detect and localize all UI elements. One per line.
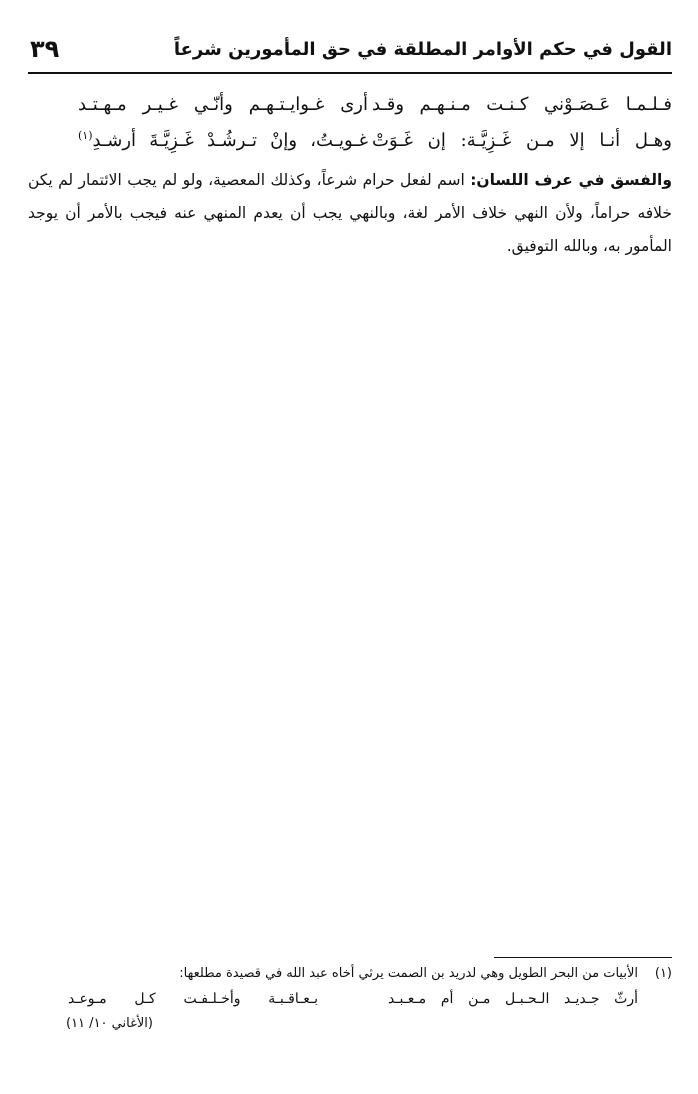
footnote-verse-first: أرثّ جـديـد الـحـبـل مـن أم مـعـبـد (388, 991, 638, 1007)
footnote-line (28, 962, 672, 986)
body-paragraph (28, 164, 672, 263)
footnote-source (28, 1012, 672, 1036)
paragraph-lead: والفسق في عرف اللسان: (470, 171, 672, 189)
footnote-marker: (١) (654, 966, 672, 981)
running-title: القول في حكم الأوامر المطلقة في حق المأمورين شرعاً (173, 39, 672, 60)
running-header (28, 36, 672, 74)
verse-second-hemistich (78, 124, 368, 158)
footnote-verse (28, 986, 672, 1012)
poem-verse (78, 124, 672, 158)
paragraph-body: اسم لفعل حرام شرعاً، وكذلك المعصية، ولو لم يجب الائتمار لم يكن خلافه حراماً، ولأن النهي خلاف الأمر لغة، وبالنهي يجب أن يعدم المنهي عنه فيجب بالأمر أن يوجد المأمور به، وبالله التوفيق. (28, 171, 672, 255)
verse-second-text: غـويـتُ، وإنْ تـرشُـدْ غَـزِيَّـةَ أرشـدِ (92, 130, 368, 151)
footnote-text: الأبيات من البحر الطويل وهي لدريد بن الصمت يرثي أخاه عبد الله في قصيدة مطلعها: (179, 966, 638, 981)
footnote-verse-second: بـعـاقـبـة وأخـلـفـت كـل مـوعـد (68, 991, 318, 1007)
verse-first-hemistich: فـلـمـا عَـصَـوْني كـنـت مـنـهـم وقـد (372, 94, 672, 115)
footnote-separator (494, 957, 672, 958)
footnote-source-text: (الأغاني ١٠/ ١١) (66, 1016, 153, 1031)
page-number: ٣٩ (30, 35, 60, 63)
poem-verse (78, 88, 672, 122)
footnote (28, 962, 672, 1036)
footnote-reference[interactable]: (١) (78, 129, 93, 142)
verse-second-hemistich: أرى غـوايـتـهـم وأنّـي غـيـر مـهـتـد (78, 94, 368, 115)
verse-first-hemistich: وهـل أنـا إلا مـن غَـزِيَّـة: إن غَـوَتْ (372, 130, 672, 151)
